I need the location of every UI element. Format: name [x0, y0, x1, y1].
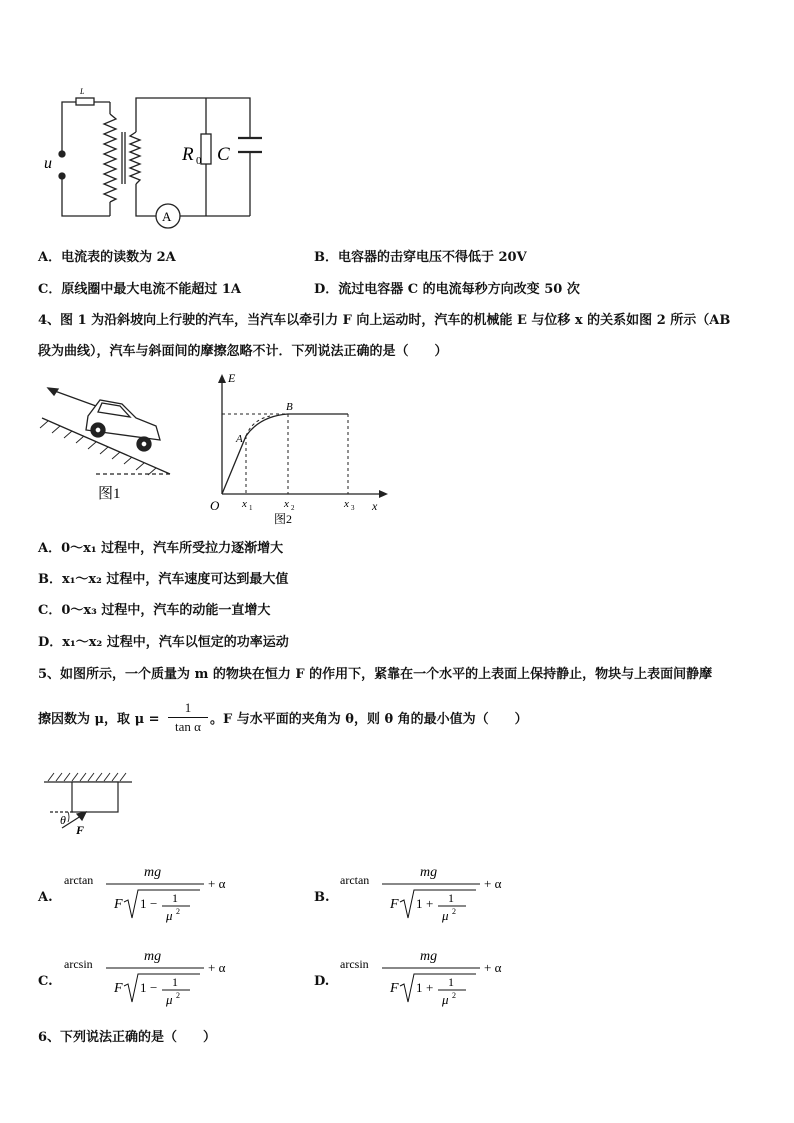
q5-opt-c-formula: [62, 946, 322, 1008]
num: mg: [144, 865, 162, 880]
q5-frac-den: tan α: [175, 719, 201, 734]
den-F: F: [390, 897, 399, 912]
num: mg: [420, 949, 438, 964]
den-F: F: [114, 981, 123, 996]
block-svg: [40, 770, 140, 840]
one: 1: [416, 896, 423, 911]
q4-stem-line2: 段为曲线），汽车与斜面间的摩擦忽略不计．下列说法正确的是（ ）: [38, 344, 448, 359]
q3-option-d: D．流过电容器 C 的电流每秒方向改变 50 次: [314, 282, 580, 297]
plus-alpha: + α: [208, 876, 226, 891]
func: arcsin: [340, 957, 369, 971]
tick-x3-sub: 3: [351, 504, 355, 512]
inner-one: 1: [172, 891, 178, 905]
tick-x3: x: [344, 498, 349, 510]
fuse-element: [76, 98, 94, 105]
circuit-svg: [40, 84, 280, 234]
q4-option-d: D．x₁～x₂ 过程中，汽车以恒定的功率运动: [38, 635, 289, 650]
exp: 2: [176, 991, 180, 1000]
q5-opt-a-formula: [62, 862, 322, 924]
ammeter-label: A: [162, 209, 172, 224]
plus-alpha: + α: [208, 960, 226, 975]
block-ceiling-figure: [40, 770, 140, 840]
q4-option-b: B．x₁～x₂ 过程中，汽车速度可达到最大值: [38, 572, 289, 587]
point-A: A: [236, 433, 243, 445]
sign: −: [150, 896, 158, 911]
exp: 2: [176, 907, 180, 916]
q5-stem-line2-pre: 擦因数为 μ，取 μ =: [38, 712, 160, 727]
q5-opt-c-label: C.: [38, 974, 53, 989]
inner-one: 1: [448, 975, 454, 989]
one: 1: [140, 896, 147, 911]
plus-alpha: + α: [484, 876, 502, 891]
q5-opt-d-label: D.: [314, 974, 330, 989]
q6-stem-line1: 6、下列说法正确的是（ ）: [38, 1030, 217, 1045]
graph-svg: [200, 370, 400, 530]
tick-x2-sub: 2: [291, 504, 295, 512]
inner-one: 1: [448, 891, 454, 905]
den-F: F: [114, 897, 123, 912]
q3-option-b: B．电容器的击穿电压不得低于 20V: [314, 250, 527, 265]
q4-stem-line1: 4、图 1 为沿斜坡向上行驶的汽车，当汽车以牵引力 F 向上运动时，汽车的机械能 E 与位移 x 的关系如图 2 所示（AB: [38, 313, 731, 328]
terminal-top: [59, 151, 65, 157]
mu: μ: [166, 992, 173, 1007]
origin-O: O: [210, 498, 220, 513]
fig2-caption: 图2: [274, 512, 293, 526]
label-u: u: [44, 155, 52, 172]
primary-coil: [104, 114, 116, 202]
q5-stem-line2-post: 。F 与水平面的夹角为 θ，则 θ 角的最小值为（ ）: [210, 712, 528, 727]
fig1-caption: 图1: [98, 486, 121, 502]
sign: +: [426, 980, 434, 995]
den-F: F: [390, 981, 399, 996]
tick-x1: x: [242, 498, 247, 510]
one: 1: [416, 980, 423, 995]
q5-stem-line1: 5、如图所示，一个质量为 m 的物块在恒力 F 的作用下，紧靠在一个水平的上表面上保持静止，物块与上表面间静摩: [38, 667, 713, 682]
block: [72, 782, 118, 812]
axis-E: E: [228, 371, 236, 385]
q5-mu-fraction: [168, 700, 208, 735]
q4-option-a: A．0～x₁ 过程中，汽车所受拉力逐渐增大: [38, 541, 284, 556]
q5-opt-b-formula: [338, 862, 598, 924]
q4-option-c: C．0～x₃ 过程中，汽车的动能一直增大: [38, 603, 271, 618]
q5-opt-d-formula: [338, 946, 598, 1008]
tick-x2: x: [284, 498, 289, 510]
fig-theta: θ: [60, 813, 66, 827]
q5-opt-a-label: A.: [38, 890, 53, 905]
label-R0: R: [182, 144, 194, 165]
axis-x: x: [372, 499, 378, 513]
inner-one: 1: [172, 975, 178, 989]
num: mg: [144, 949, 162, 964]
q3-option-a: A．电流表的读数为 2A: [38, 250, 176, 265]
plus-alpha: + α: [484, 960, 502, 975]
transformer-circuit-figure: [40, 84, 280, 234]
func: arctan: [64, 873, 94, 887]
resistor-r0: [201, 134, 211, 164]
label-C: C: [217, 144, 230, 165]
tick-x1-sub: 1: [249, 504, 253, 512]
label-R0-sub: 0: [196, 155, 202, 167]
q3-option-c: C．原线圈中最大电流不能超过 1A: [38, 282, 242, 297]
q5-frac-num: 1: [184, 700, 192, 715]
point-B: B: [286, 401, 293, 413]
secondary-coil: [130, 132, 140, 184]
label-L: L: [80, 87, 85, 96]
mu: μ: [442, 908, 449, 923]
q5-opt-b-label: B.: [314, 890, 330, 905]
exp: 2: [452, 991, 456, 1000]
one: 1: [140, 980, 147, 995]
func: arcsin: [64, 957, 93, 971]
func: arctan: [340, 873, 370, 887]
terminal-bottom: [59, 173, 65, 179]
mu: μ: [442, 992, 449, 1007]
fig-F: F: [76, 823, 85, 837]
mu: μ: [166, 908, 173, 923]
car-slope-svg: [38, 386, 178, 516]
energy-curve: [222, 414, 348, 494]
sign: +: [426, 896, 434, 911]
car-slope-figure: [38, 386, 178, 516]
energy-displacement-graph: [200, 370, 400, 530]
sign: −: [150, 980, 158, 995]
num: mg: [420, 865, 438, 880]
exp: 2: [452, 907, 456, 916]
